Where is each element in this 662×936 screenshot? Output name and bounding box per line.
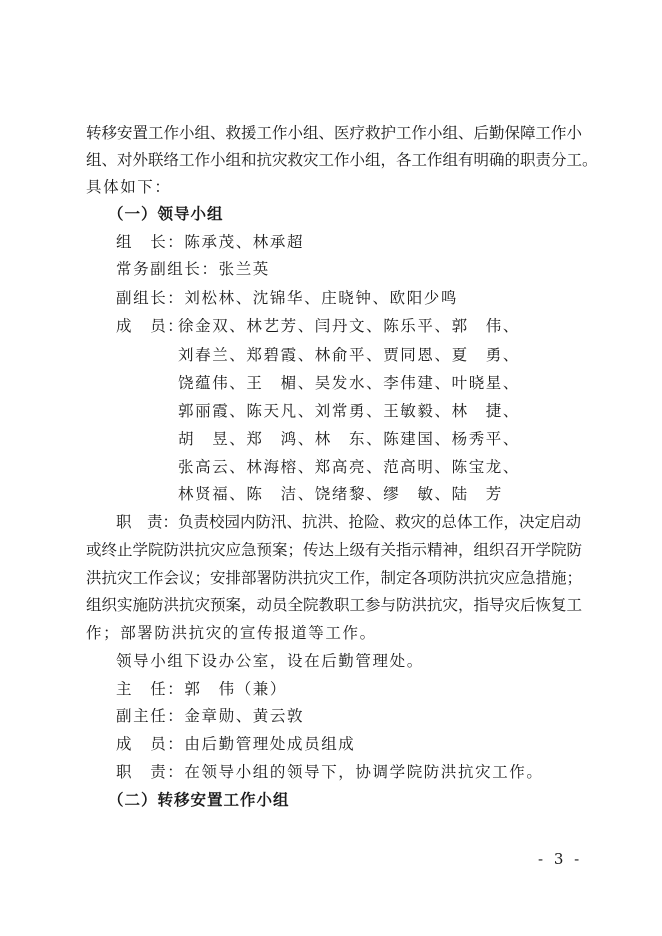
office-members-line: 成 员：由后勤管理处成员组成: [116, 735, 356, 753]
office-director-line: 主 任：郭 伟（兼）: [116, 680, 288, 698]
section-heading-relocation: （二）转移安置工作小组: [108, 791, 290, 809]
duties-line-2: 或终止学院防洪抗灾应急预案；传达上级有关指示精神，组织召开学院防: [86, 541, 583, 559]
intro-line-2: 组、对外联络工作小组和抗灾救灾工作小组，各工作组有明确的职责分工。: [86, 151, 598, 169]
deputy-leaders-line: 副组长：刘松林、沈锦华、庄晓钟、欧阳少鸣: [116, 289, 459, 307]
page-number: - 3 -: [538, 850, 583, 868]
intro-line-3: 具体如下：: [86, 178, 172, 196]
duties-line-3: 洪抗灾工作会议；安排部署防洪抗灾工作，制定各项防洪抗灾应急措施；: [86, 569, 583, 587]
office-intro-line: 领导小组下设办公室，设在后勤管理处。: [116, 652, 424, 670]
intro-line-1: 转移安置工作小组、救援工作小组、医疗救护工作小组、后勤保障工作小: [86, 124, 583, 142]
members-line-3: 饶蕴伟、王 楣、吴发水、李伟建、叶晓星、: [178, 374, 521, 392]
members-line-7: 林贤福、陈 洁、饶绪黎、缪 敏、陆 芳: [178, 485, 503, 503]
members-line-5: 胡 昱、郑 鸿、林 东、陈建国、杨秀平、: [178, 430, 521, 448]
duties-line-4: 组织实施防洪抗灾预案，动员全院教职工参与防洪抗灾，指导灾后恢复工: [86, 596, 583, 614]
office-duties-line: 职 责：在领导小组的领导下，协调学院防洪抗灾工作。: [116, 763, 544, 781]
executive-deputy-line: 常务副组长：张兰英: [116, 260, 270, 278]
section-heading-leadership: （一）领导小组: [108, 205, 224, 223]
members-line-6: 张高云、林海榕、郑高亮、范高明、陈宝龙、: [178, 458, 521, 476]
group-leader-line: 组 长：陈承茂、林承超: [116, 233, 305, 251]
duties-line-1: 职 责：负责校园内防汛、抗洪、抢险、救灾的总体工作，决定启动: [116, 513, 582, 531]
duties-line-5: 作；部署防洪抗灾的宣传报道等工作。: [86, 624, 377, 642]
members-label: 成 员：: [116, 317, 185, 335]
members-line-1: 徐金双、林艺芳、闫丹文、陈乐平、郭 伟、: [178, 317, 521, 335]
members-line-4: 郭丽霞、陈天凡、刘常勇、王敏毅、林 捷、: [178, 402, 521, 420]
members-line-2: 刘春兰、郑碧霞、林俞平、贾同恩、夏 勇、: [178, 346, 521, 364]
office-deputy-director-line: 副主任：金章勋、黄云敦: [116, 707, 305, 725]
